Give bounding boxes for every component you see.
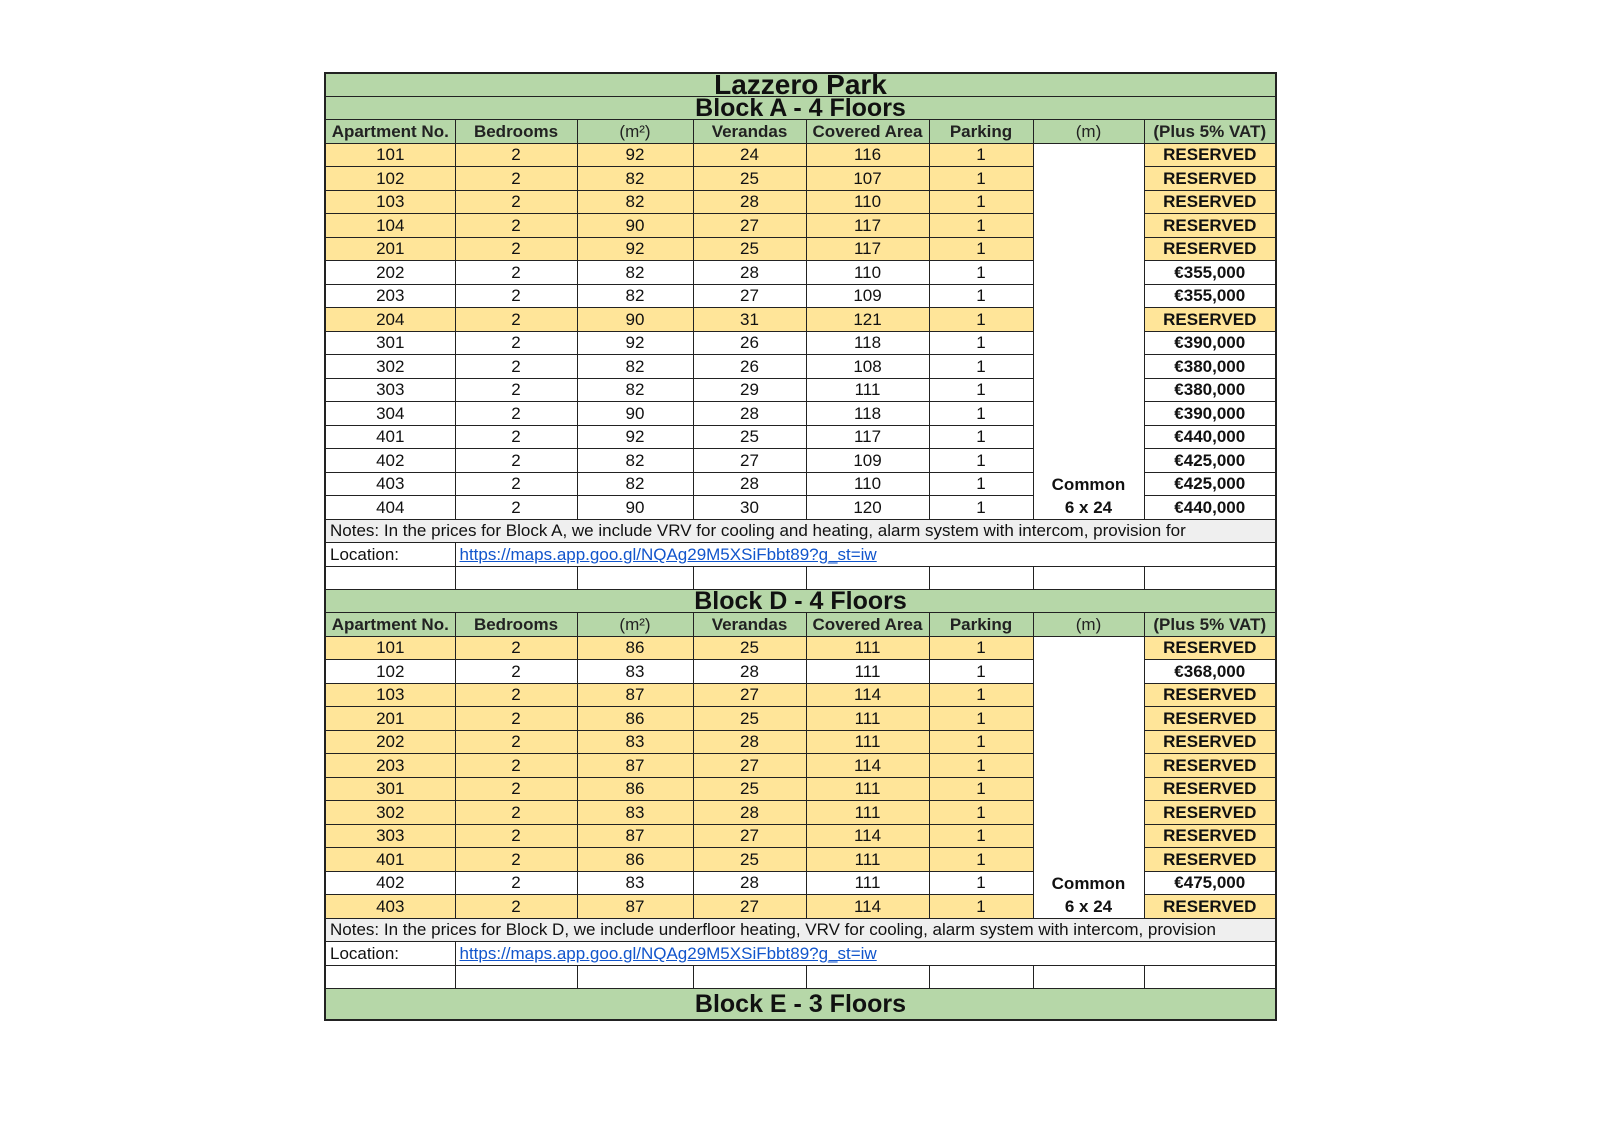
blank-cell (455, 965, 577, 989)
column-header-row (325, 613, 1276, 637)
blank-row (325, 965, 1276, 989)
apartment-no-cell: 402 (325, 449, 455, 473)
covered-area-cell: 111 (806, 378, 929, 402)
apartment-no-cell: 403 (325, 472, 455, 496)
verandas-cell: 28 (693, 261, 806, 285)
apartment-no-cell: 104 (325, 214, 455, 238)
area-m2-cell: 87 (577, 754, 693, 778)
apartment-no-cell: 301 (325, 331, 455, 355)
parking-cell: 1 (929, 402, 1033, 426)
parking-cell: 1 (929, 683, 1033, 707)
area-m2-cell: 92 (577, 425, 693, 449)
location-link[interactable]: https://maps.app.goo.gl/NQAg29M5XSiFbbt89?g_st=iw (459, 943, 877, 963)
blank-cell (806, 965, 929, 989)
bedrooms-cell: 2 (455, 284, 577, 308)
price-cell: RESERVED (1144, 167, 1276, 191)
parking-cell: 1 (929, 214, 1033, 238)
parking-cell: 1 (929, 895, 1033, 919)
covered-area-cell: 111 (806, 871, 929, 895)
blank-cell (929, 965, 1033, 989)
area-m2-cell: 87 (577, 683, 693, 707)
apartment-no-cell: 204 (325, 308, 455, 332)
area-m2-cell: 92 (577, 143, 693, 167)
location-row (325, 543, 1276, 567)
price-cell: RESERVED (1144, 777, 1276, 801)
apartment-no-cell: 404 (325, 496, 455, 520)
column-header: Verandas (693, 120, 806, 144)
verandas-cell: 28 (693, 402, 806, 426)
covered-area-cell: 109 (806, 449, 929, 473)
parking-cell: 1 (929, 707, 1033, 731)
block-title: Block D - 4 Floors (325, 590, 1276, 613)
parking-cell: 1 (929, 237, 1033, 261)
price-cell: RESERVED (1144, 848, 1276, 872)
covered-area-cell: 111 (806, 636, 929, 660)
price-cell: RESERVED (1144, 730, 1276, 754)
bedrooms-cell: 2 (455, 402, 577, 426)
bedrooms-cell: 2 (455, 261, 577, 285)
covered-area-cell: 114 (806, 754, 929, 778)
plot-size: 6 x 24 (1064, 896, 1113, 916)
parking-cell: 1 (929, 824, 1033, 848)
verandas-cell: 28 (693, 660, 806, 684)
area-m2-cell: 82 (577, 355, 693, 379)
area-m2-cell: 86 (577, 848, 693, 872)
bedrooms-cell: 2 (455, 777, 577, 801)
area-m2-cell: 86 (577, 707, 693, 731)
covered-area-cell: 111 (806, 730, 929, 754)
column-header: Apartment No. (325, 613, 455, 637)
blank-cell (693, 566, 806, 590)
bedrooms-cell: 2 (455, 331, 577, 355)
apartment-no-cell: 102 (325, 167, 455, 191)
verandas-cell: 29 (693, 378, 806, 402)
blank-cell (455, 566, 577, 590)
verandas-cell: 31 (693, 308, 806, 332)
column-header: (m) (1033, 613, 1144, 637)
area-m2-cell: 82 (577, 167, 693, 191)
price-cell: RESERVED (1144, 214, 1276, 238)
table-row (325, 143, 1276, 167)
area-m2-cell: 90 (577, 402, 693, 426)
verandas-cell: 28 (693, 801, 806, 825)
apartment-no-cell: 103 (325, 190, 455, 214)
apartment-no-cell: 304 (325, 402, 455, 426)
plot-size: 6 x 24 (1064, 497, 1113, 517)
verandas-cell: 28 (693, 472, 806, 496)
price-cell: €425,000 (1144, 472, 1276, 496)
verandas-cell: 25 (693, 777, 806, 801)
covered-area-cell: 116 (806, 143, 929, 167)
parking-cell: 1 (929, 190, 1033, 214)
parking-cell: 1 (929, 801, 1033, 825)
price-cell: €355,000 (1144, 284, 1276, 308)
apartment-no-cell: 401 (325, 425, 455, 449)
block-title-row (325, 97, 1276, 120)
price-cell: €380,000 (1144, 378, 1276, 402)
apartment-no-cell: 202 (325, 261, 455, 285)
verandas-cell: 27 (693, 754, 806, 778)
area-m2-cell: 82 (577, 261, 693, 285)
bedrooms-cell: 2 (455, 449, 577, 473)
bedrooms-cell: 2 (455, 308, 577, 332)
verandas-cell: 25 (693, 237, 806, 261)
column-header: Apartment No. (325, 120, 455, 144)
parking-cell: 1 (929, 331, 1033, 355)
apartment-no-cell: 103 (325, 683, 455, 707)
covered-area-cell: 111 (806, 801, 929, 825)
plot-cell (1033, 143, 1144, 519)
bedrooms-cell: 2 (455, 425, 577, 449)
apartment-no-cell: 201 (325, 707, 455, 731)
block-title: Block A - 4 Floors (325, 97, 1276, 120)
price-cell: RESERVED (1144, 308, 1276, 332)
apartment-no-cell: 101 (325, 143, 455, 167)
price-cell: RESERVED (1144, 754, 1276, 778)
apartment-no-cell: 302 (325, 801, 455, 825)
area-m2-cell: 86 (577, 636, 693, 660)
blank-cell (806, 566, 929, 590)
blank-cell (929, 566, 1033, 590)
bedrooms-cell: 2 (455, 496, 577, 520)
blank-cell (325, 965, 455, 989)
apartment-no-cell: 102 (325, 660, 455, 684)
price-cell: €475,000 (1144, 871, 1276, 895)
verandas-cell: 28 (693, 190, 806, 214)
location-link[interactable]: https://maps.app.goo.gl/NQAg29M5XSiFbbt89?g_st=iw (459, 544, 877, 564)
area-m2-cell: 92 (577, 331, 693, 355)
column-header: Verandas (693, 613, 806, 637)
covered-area-cell: 110 (806, 190, 929, 214)
verandas-cell: 30 (693, 496, 806, 520)
column-header: (m²) (577, 120, 693, 144)
parking-cell: 1 (929, 777, 1033, 801)
price-cell: RESERVED (1144, 636, 1276, 660)
column-header: Parking (929, 613, 1033, 637)
covered-area-cell: 111 (806, 707, 929, 731)
covered-area-cell: 107 (806, 167, 929, 191)
bedrooms-cell: 2 (455, 378, 577, 402)
page-title: Lazzero Park (325, 73, 1276, 97)
bedrooms-cell: 2 (455, 754, 577, 778)
area-m2-cell: 90 (577, 214, 693, 238)
apartment-no-cell: 202 (325, 730, 455, 754)
bedrooms-cell: 2 (455, 848, 577, 872)
bedrooms-cell: 2 (455, 190, 577, 214)
covered-area-cell: 117 (806, 425, 929, 449)
parking-cell: 1 (929, 143, 1033, 167)
apartment-no-cell: 201 (325, 237, 455, 261)
parking-cell: 1 (929, 167, 1033, 191)
blank-cell (1144, 566, 1276, 590)
bedrooms-cell: 2 (455, 824, 577, 848)
column-header-row (325, 120, 1276, 144)
area-m2-cell: 87 (577, 895, 693, 919)
parking-cell: 1 (929, 871, 1033, 895)
bedrooms-cell: 2 (455, 143, 577, 167)
bedrooms-cell: 2 (455, 355, 577, 379)
location-cell (455, 543, 1276, 567)
apartment-no-cell: 303 (325, 378, 455, 402)
apartment-no-cell: 303 (325, 824, 455, 848)
bedrooms-cell: 2 (455, 895, 577, 919)
bedrooms-cell: 2 (455, 214, 577, 238)
covered-area-cell: 111 (806, 848, 929, 872)
verandas-cell: 25 (693, 167, 806, 191)
verandas-cell: 25 (693, 707, 806, 731)
parking-cell: 1 (929, 496, 1033, 520)
column-header: Parking (929, 120, 1033, 144)
column-header: Covered Area (806, 613, 929, 637)
location-cell (455, 942, 1276, 966)
area-m2-cell: 82 (577, 378, 693, 402)
area-m2-cell: 82 (577, 449, 693, 473)
location-row (325, 942, 1276, 966)
covered-area-cell: 110 (806, 472, 929, 496)
block-title-row (325, 989, 1276, 1021)
price-cell: RESERVED (1144, 707, 1276, 731)
apartment-no-cell: 101 (325, 636, 455, 660)
verandas-cell: 24 (693, 143, 806, 167)
apartment-no-cell: 302 (325, 355, 455, 379)
parking-cell: 1 (929, 284, 1033, 308)
plot-cell (1033, 636, 1144, 918)
verandas-cell: 27 (693, 824, 806, 848)
covered-area-cell: 118 (806, 331, 929, 355)
price-cell: €440,000 (1144, 496, 1276, 520)
covered-area-cell: 114 (806, 895, 929, 919)
verandas-cell: 27 (693, 895, 806, 919)
covered-area-cell: 114 (806, 683, 929, 707)
area-m2-cell: 83 (577, 871, 693, 895)
parking-cell: 1 (929, 848, 1033, 872)
price-cell: €440,000 (1144, 425, 1276, 449)
apartment-no-cell: 403 (325, 895, 455, 919)
apartment-no-cell: 401 (325, 848, 455, 872)
area-m2-cell: 82 (577, 284, 693, 308)
verandas-cell: 27 (693, 683, 806, 707)
bedrooms-cell: 2 (455, 636, 577, 660)
covered-area-cell: 114 (806, 824, 929, 848)
blank-cell (693, 965, 806, 989)
covered-area-cell: 121 (806, 308, 929, 332)
column-header: Bedrooms (455, 613, 577, 637)
verandas-cell: 26 (693, 355, 806, 379)
parking-cell: 1 (929, 378, 1033, 402)
parking-cell: 1 (929, 660, 1033, 684)
verandas-cell: 28 (693, 871, 806, 895)
notes-row (325, 519, 1276, 543)
area-m2-cell: 83 (577, 801, 693, 825)
bedrooms-cell: 2 (455, 871, 577, 895)
apartment-no-cell: 402 (325, 871, 455, 895)
covered-area-cell: 110 (806, 261, 929, 285)
verandas-cell: 25 (693, 425, 806, 449)
verandas-cell: 25 (693, 848, 806, 872)
bedrooms-cell: 2 (455, 801, 577, 825)
location-label: Location: (325, 942, 455, 966)
apartment-no-cell: 301 (325, 777, 455, 801)
area-m2-cell: 90 (577, 496, 693, 520)
notes-text: Notes: In the prices for Block A, we include VRV for cooling and heating, alarm system with intercom, provision for (325, 519, 1276, 543)
bedrooms-cell: 2 (455, 167, 577, 191)
notes-row (325, 918, 1276, 942)
covered-area-cell: 108 (806, 355, 929, 379)
price-cell: RESERVED (1144, 683, 1276, 707)
block-title: Block E - 3 Floors (325, 989, 1276, 1021)
column-header: Covered Area (806, 120, 929, 144)
price-cell: RESERVED (1144, 237, 1276, 261)
area-m2-cell: 83 (577, 660, 693, 684)
blank-cell (1033, 566, 1144, 590)
area-m2-cell: 86 (577, 777, 693, 801)
area-m2-cell: 92 (577, 237, 693, 261)
parking-cell: 1 (929, 472, 1033, 496)
verandas-cell: 26 (693, 331, 806, 355)
bedrooms-cell: 2 (455, 730, 577, 754)
notes-text: Notes: In the prices for Block D, we include underfloor heating, VRV for cooling, alarm system with intercom, provision (325, 918, 1276, 942)
area-m2-cell: 87 (577, 824, 693, 848)
covered-area-cell: 117 (806, 237, 929, 261)
parking-cell: 1 (929, 636, 1033, 660)
blank-row (325, 566, 1276, 590)
parking-cell: 1 (929, 355, 1033, 379)
bedrooms-cell: 2 (455, 660, 577, 684)
price-cell: RESERVED (1144, 895, 1276, 919)
column-header: Bedrooms (455, 120, 577, 144)
apartment-no-cell: 203 (325, 284, 455, 308)
covered-area-cell: 109 (806, 284, 929, 308)
area-m2-cell: 82 (577, 190, 693, 214)
price-cell: €425,000 (1144, 449, 1276, 473)
verandas-cell: 25 (693, 636, 806, 660)
price-cell: €368,000 (1144, 660, 1276, 684)
bedrooms-cell: 2 (455, 472, 577, 496)
covered-area-cell: 111 (806, 777, 929, 801)
column-header: (Plus 5% VAT) (1144, 613, 1276, 637)
verandas-cell: 27 (693, 449, 806, 473)
location-label: Location: (325, 543, 455, 567)
blank-cell (577, 965, 693, 989)
verandas-cell: 28 (693, 730, 806, 754)
parking-cell: 1 (929, 308, 1033, 332)
parking-cell: 1 (929, 730, 1033, 754)
column-header: (m) (1033, 120, 1144, 144)
plot-label: Common (1051, 474, 1126, 494)
area-m2-cell: 90 (577, 308, 693, 332)
price-cell: RESERVED (1144, 824, 1276, 848)
covered-area-cell: 120 (806, 496, 929, 520)
area-m2-cell: 83 (577, 730, 693, 754)
column-header: (Plus 5% VAT) (1144, 120, 1276, 144)
table-row (325, 636, 1276, 660)
price-cell: RESERVED (1144, 190, 1276, 214)
price-cell: RESERVED (1144, 143, 1276, 167)
blank-cell (1144, 965, 1276, 989)
blank-cell (1033, 965, 1144, 989)
covered-area-cell: 111 (806, 660, 929, 684)
apartment-no-cell: 203 (325, 754, 455, 778)
price-cell: €380,000 (1144, 355, 1276, 379)
title-row (325, 73, 1276, 97)
price-cell: €390,000 (1144, 331, 1276, 355)
price-cell: RESERVED (1144, 801, 1276, 825)
verandas-cell: 27 (693, 284, 806, 308)
bedrooms-cell: 2 (455, 237, 577, 261)
column-header: (m²) (577, 613, 693, 637)
plot-label: Common (1051, 873, 1126, 893)
parking-cell: 1 (929, 261, 1033, 285)
blank-cell (325, 566, 455, 590)
parking-cell: 1 (929, 449, 1033, 473)
block-title-row (325, 590, 1276, 613)
price-cell: €355,000 (1144, 261, 1276, 285)
area-m2-cell: 82 (577, 472, 693, 496)
covered-area-cell: 118 (806, 402, 929, 426)
bedrooms-cell: 2 (455, 707, 577, 731)
verandas-cell: 27 (693, 214, 806, 238)
parking-cell: 1 (929, 425, 1033, 449)
covered-area-cell: 117 (806, 214, 929, 238)
price-list-sheet (324, 72, 1277, 1021)
price-cell: €390,000 (1144, 402, 1276, 426)
bedrooms-cell: 2 (455, 683, 577, 707)
parking-cell: 1 (929, 754, 1033, 778)
blank-cell (577, 566, 693, 590)
